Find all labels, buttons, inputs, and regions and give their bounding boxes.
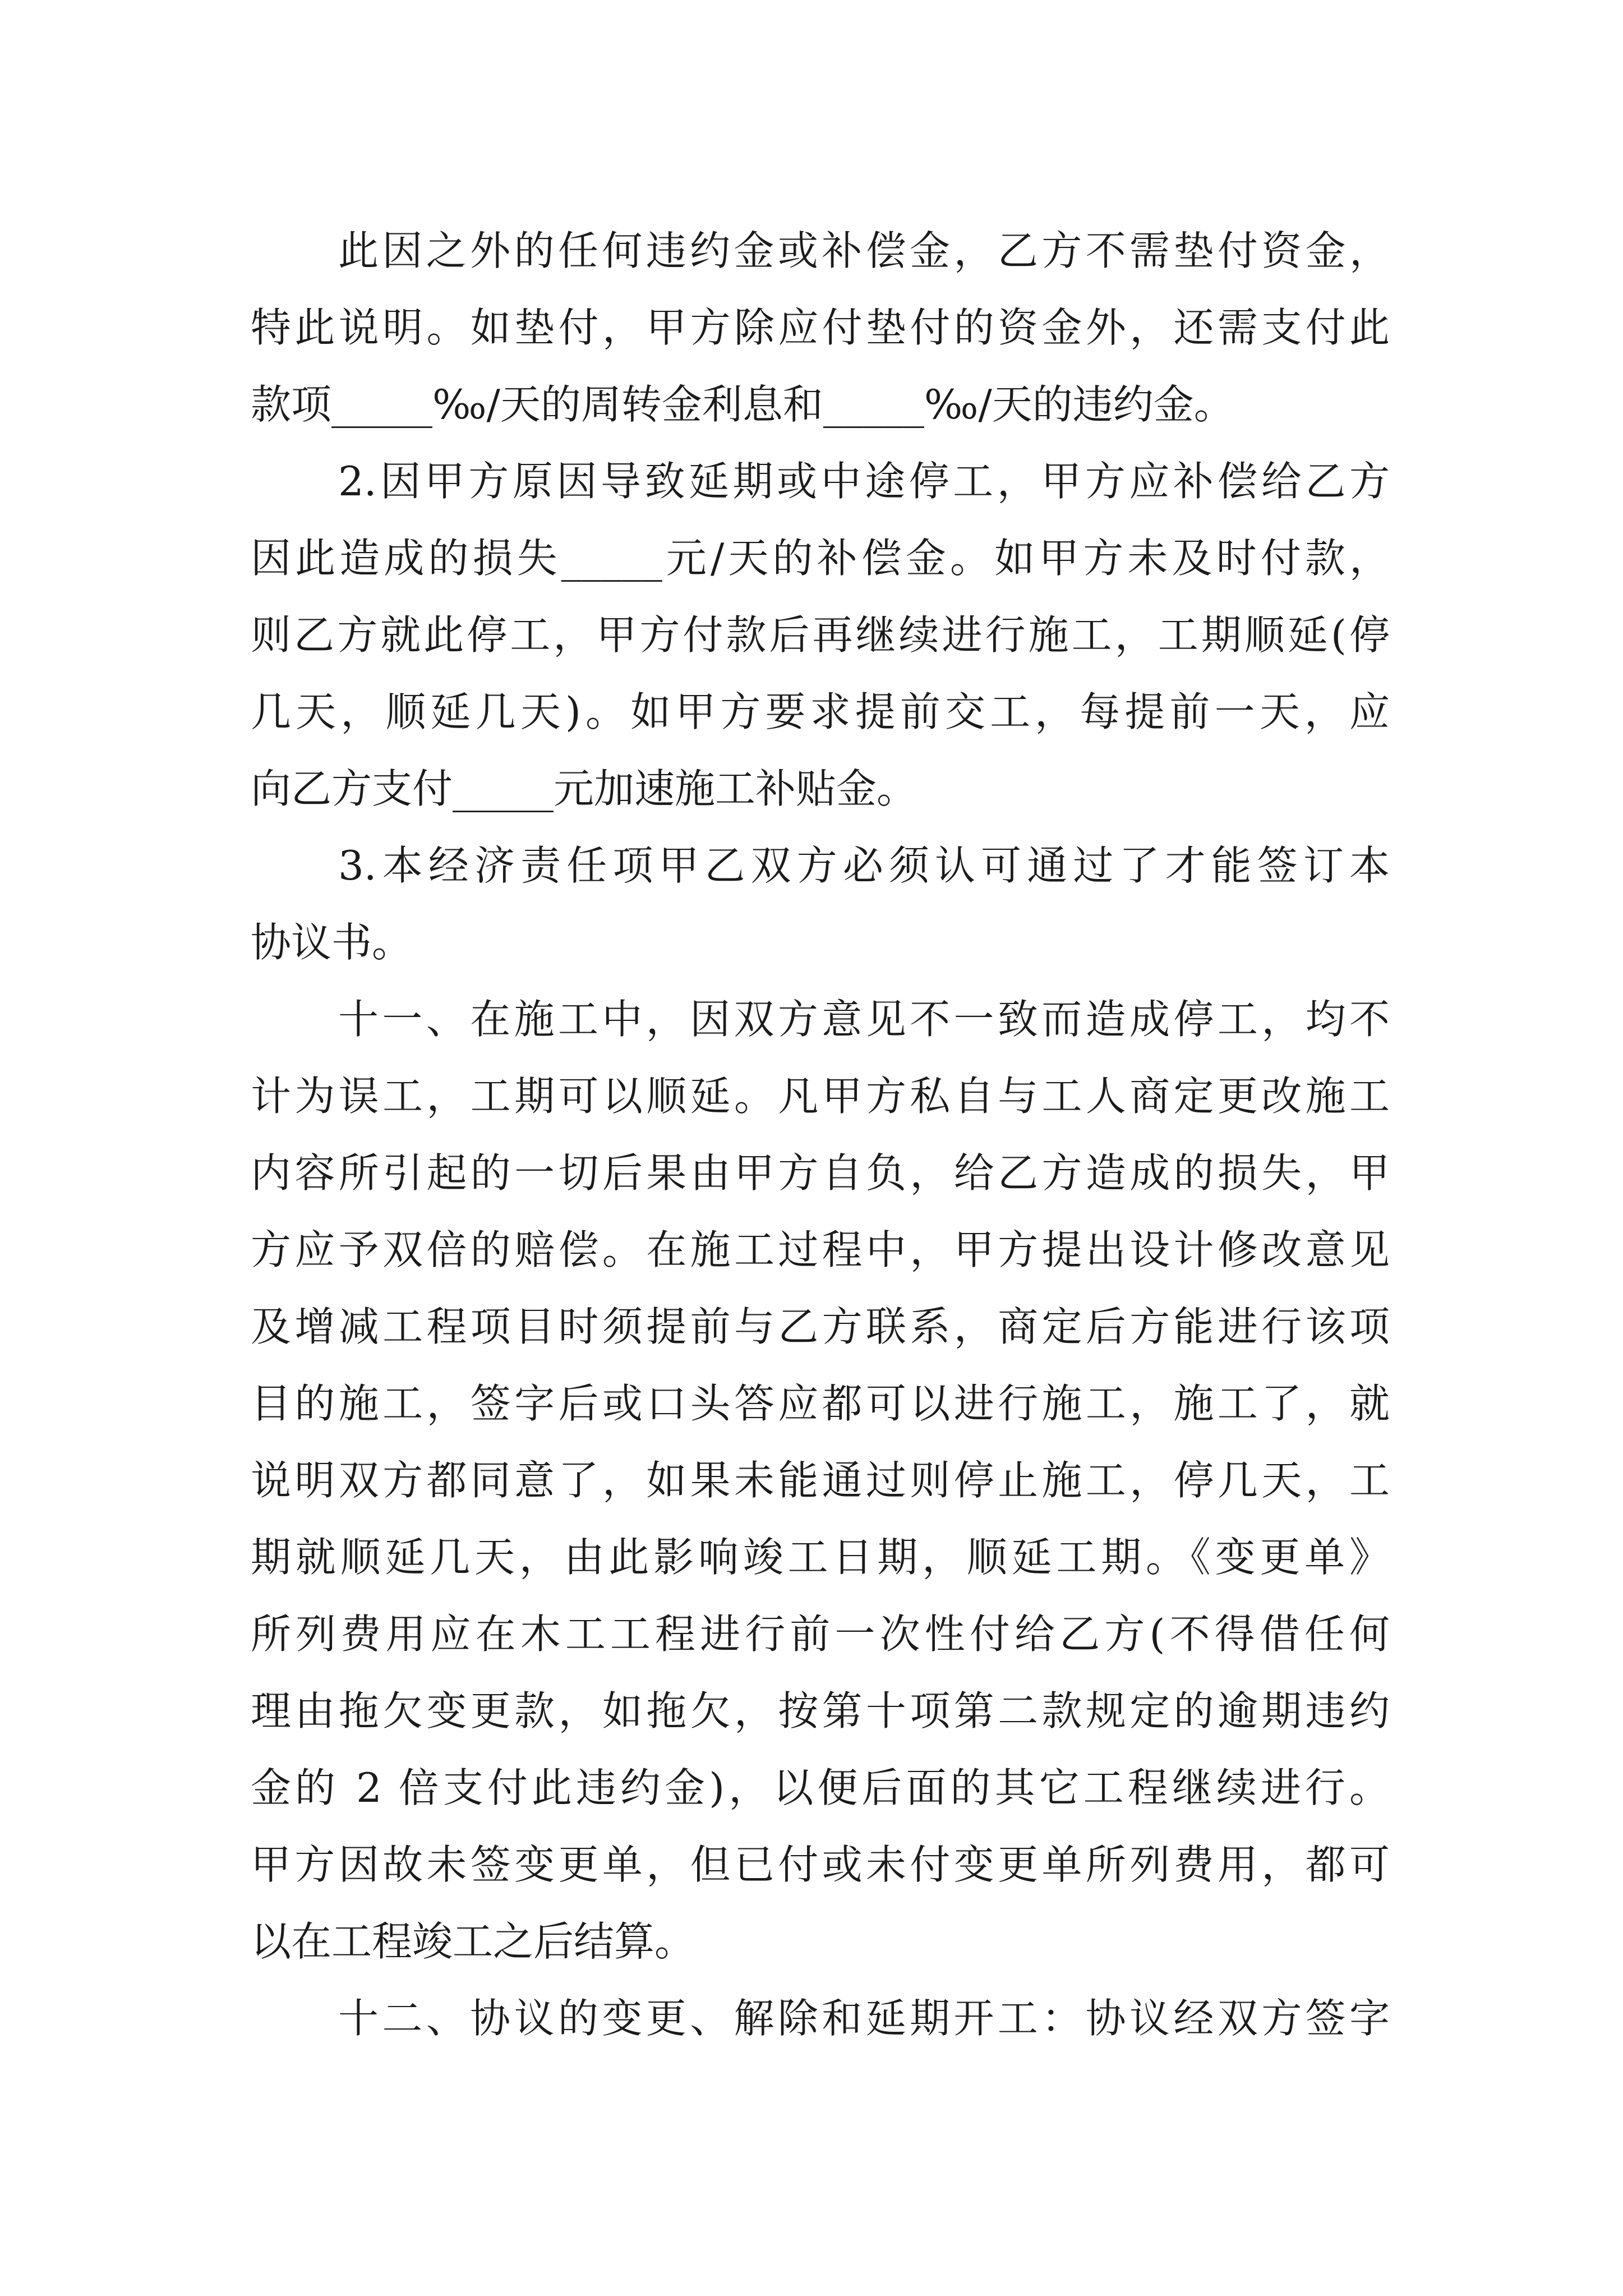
text-line: 特此说明。如垫付，甲方除应付垫付的资金外，还需支付此: [251, 304, 1390, 351]
text-line: 则乙方就此停工，甲方付款后再继续进行施工，工期顺延(停: [251, 611, 1390, 659]
text-line: 所列费用应在木工工程进行前一次性付给乙方(不得借任何: [251, 1611, 1390, 1658]
text-line: 协议书。: [251, 919, 413, 966]
paragraph: [251, 213, 1390, 443]
text-line: 金的 2 倍支付此违约金)，以便后面的其它工程继续进行。: [251, 1764, 1390, 1811]
text-line: 3.本经济责任项甲乙双方必须认可通过了才能签订本: [338, 842, 1390, 889]
text-line: 十一、在施工中，因双方意见不一致而造成停工，均不: [338, 996, 1390, 1043]
text-line: 2.因甲方原因导致延期或中途停工，甲方应补偿给乙方: [338, 458, 1390, 505]
text-line: 几天，顺延几天)。如甲方要求提前交工，每提前一天，应: [251, 688, 1390, 735]
paragraph: [251, 1980, 1390, 2057]
body-text: [251, 213, 1390, 2057]
paragraph: [251, 827, 1390, 981]
text-line: 理由拖欠变更款，如拖欠，按第十项第二款规定的逾期违约: [251, 1687, 1390, 1734]
text-line: 十二、协议的变更、解除和延期开工：协议经双方签字: [338, 1995, 1390, 2042]
text-line: 款项_____‰/天的周转金利息和_____‰/天的违约金。: [251, 381, 1234, 428]
text-line: 向乙方支付_____元加速施工补贴金。: [251, 765, 917, 812]
text-line: 计为误工，工期可以顺延。凡甲方私自与工人商定更改施工: [251, 1073, 1390, 1120]
paragraph: [251, 981, 1390, 1980]
text-line: 说明双方都同意了，如果未能通过则停止施工，停几天，工: [251, 1457, 1390, 1504]
text-line: 期就顺延几天，由此影响竣工日期，顺延工期。《变更单》: [251, 1534, 1390, 1581]
text-line: 及增减工程项目时须提前与乙方联系，商定后方能进行该项: [251, 1303, 1390, 1350]
text-line: 因此造成的损失_____元/天的补偿金。如甲方未及时付款，: [251, 535, 1390, 582]
paragraph: [251, 443, 1390, 827]
text-line: 此因之外的任何违约金或补偿金，乙方不需垫付资金，: [338, 227, 1390, 274]
text-line: 甲方因故未签变更单，但已付或未付变更单所列费用，都可: [251, 1841, 1390, 1888]
text-line: 方应予双倍的赔偿。在施工过程中，甲方提出设计修改意见: [251, 1226, 1390, 1273]
text-line: 目的施工，签字后或口头答应都可以进行施工，施工了，就: [251, 1380, 1390, 1427]
text-line: 内容所引起的一切后果由甲方自负，给乙方造成的损失，甲: [251, 1149, 1390, 1197]
text-line: 以在工程竣工之后结算。: [251, 1918, 695, 1965]
